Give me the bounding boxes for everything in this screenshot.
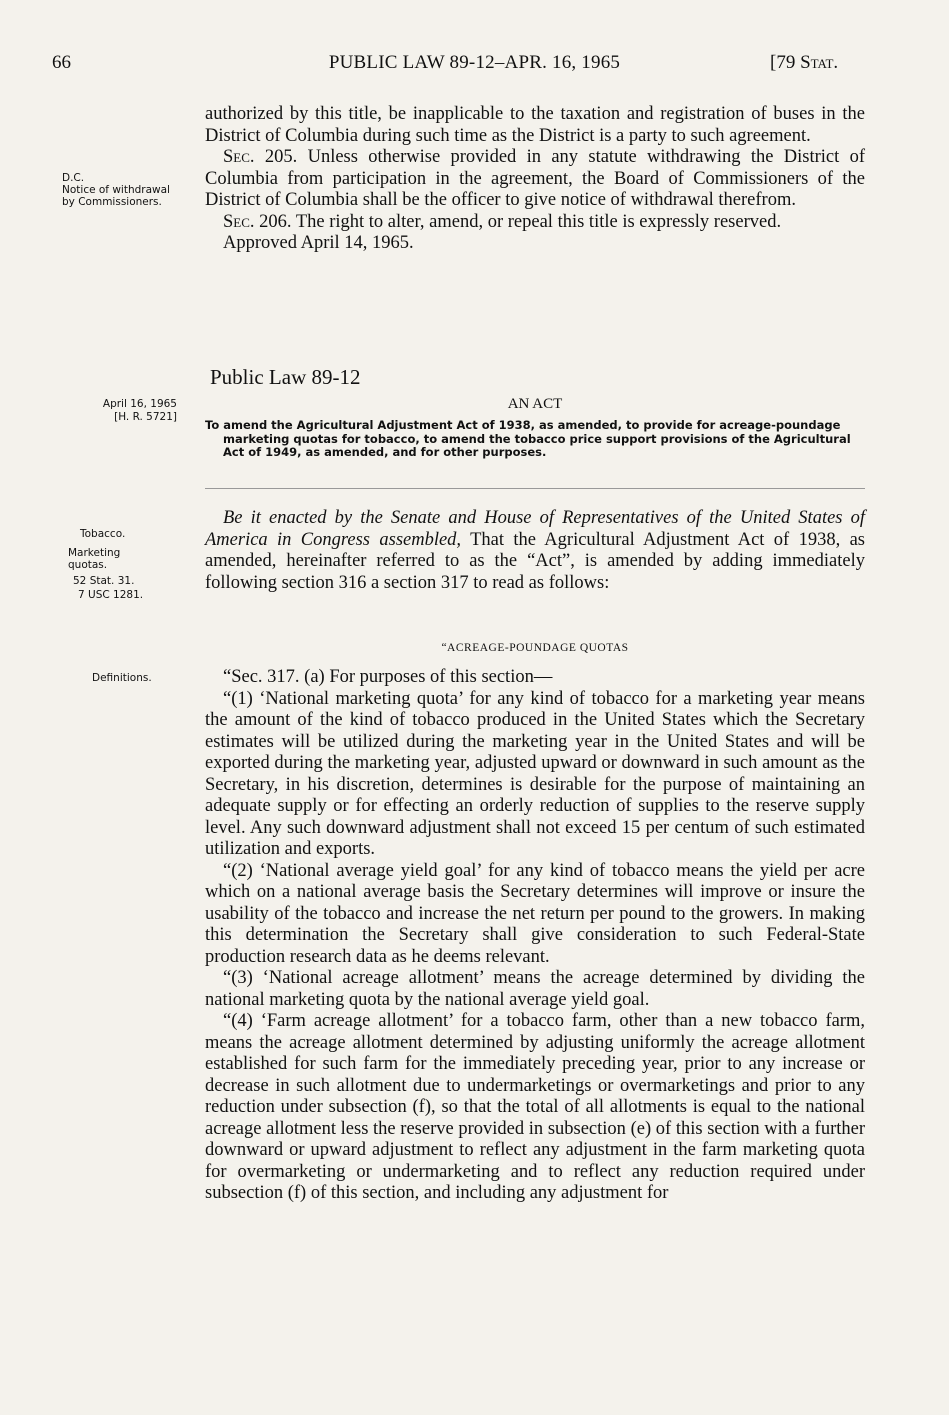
margin-note-usc: 7 USC 1281. <box>78 589 144 601</box>
approved-date: Approved April 14, 1965. <box>223 233 414 253</box>
margin-note-definitions: Definitions. <box>92 672 152 684</box>
act-title <box>205 419 865 460</box>
margin-note-notice-of-withdrawal: Notice of withdrawal by Commissioners. <box>62 184 170 208</box>
section-heading: “ACREAGE-POUNDAGE QUOTAS <box>441 642 629 654</box>
title-continuation-paragraph: authorized by this title, be inapplicable to the taxation and registration of buses in the District of Columbia during such time as the District is a party to such agreement. <box>205 104 865 146</box>
margin-note-date: April 16, 1965 <box>102 398 177 410</box>
definition-4: “(4) ‘Farm acreage allotment’ for a tobacco farm, other than a new tobacco farm, means the acreage allotment determined by adjusting uniformly the acreage allotment established for such farm for the immediately preceding year, prior to any increase or decrease in such allotment due to undermarketings or overmarketings and prior to any reduction under subsection (f), so that the total of all allotments is equal to the national acreage allotment less the reserve provided in subsection (e) of this section with a further downward or upward adjustment to reflect any adjustment in the farm marketing quota for overmarketing or undermarketing and to reflect any reduction required under subsection (f) of this section, and including any adjustment for <box>205 1011 865 1203</box>
act-title-text: To amend the Agricultural Adjustment Act of 1938, as amended, to provide for acreage-poundage marketing quotas for tobacco, to amend the tobacco price support provisions of the Agricultural Act of 1949, as amended, and for other purposes. <box>205 418 851 459</box>
page-number: 66 <box>52 52 71 73</box>
statute-reference: [79 Stat. <box>770 52 839 73</box>
definition-1: “(1) ‘National marketing quota’ for any kind of tobacco for a marketing year means the amount of the kind of tobacco produced in the United States which the Secretary estimates will be utilized during the marketing year in the United States and will be exported during the marketing year, adjusted upward or downward in such amount as the Secretary, in his discretion, determines is desirable for the purpose of maintaining an adequate supply or for effecting an orderly reduction of supplies to the reserve supply level. Any such downward adjustment shall not exceed 15 per centum of such estimated utilization and exports. <box>205 688 865 859</box>
margin-note-stat: 52 Stat. 31. <box>73 575 135 587</box>
section-205-text: Unless otherwise provided in any statute withdrawing the District of Columbia from participation in the agreement, the Board of Commissioners of the District of Columbia shall be the officer to give notice of withdrawal therefrom. <box>205 147 866 210</box>
title-divider <box>205 488 865 489</box>
enacting-formula: Be it enacted by the Senate and House of Representatives of the United States of America in Congress assembled, <box>205 508 865 550</box>
enacting-clause <box>205 508 865 594</box>
enacting-paragraph <box>205 508 865 594</box>
enacting-text: That the Agricultural Adjustment Act of 1938, as amended, hereinafter referred to as the “Act”, is amended by adding immediately following section 316 a section 317 to read as follows: <box>205 529 865 593</box>
section-206 <box>205 212 865 234</box>
margin-note-tobacco: Tobacco. <box>80 528 126 540</box>
top-section <box>205 104 865 255</box>
definition-2: “(2) ‘National average yield goal’ for any kind of tobacco means the yield per acre which on a national average basis the Secretary determines will improve or insure the usability of the tobacco and increase the net return per pound to the growers. In making this determination the Secretary shall give consideration to such Federal-State production research data as he deems relevant. <box>205 860 865 967</box>
section-205 <box>205 147 865 212</box>
section-205-label: Sec. 205. <box>223 147 298 167</box>
section-317-intro: “Sec. 317. (a) For purposes of this section— <box>223 667 553 687</box>
section-317 <box>205 667 865 1205</box>
section-206-label: Sec. 206. <box>223 211 292 232</box>
definition-3: “(3) ‘National acreage allotment’ means the acreage determined by dividing the national marketing quota by the national average yield goal. <box>205 968 865 1010</box>
margin-note-bill-number: [H. R. 5721] <box>114 411 177 423</box>
section-206-text: The right to alter, amend, or repeal this title is expressly reserved. <box>295 211 782 232</box>
running-header-title: PUBLIC LAW 89-12–APR. 16, 1965 <box>328 52 621 73</box>
margin-note-dc: D.C. <box>62 172 85 184</box>
public-law-heading: Public Law 89-12 <box>210 365 361 389</box>
an-act-label: AN ACT <box>507 396 563 412</box>
margin-note-marketing-quotas: Marketing quotas. <box>68 547 121 571</box>
